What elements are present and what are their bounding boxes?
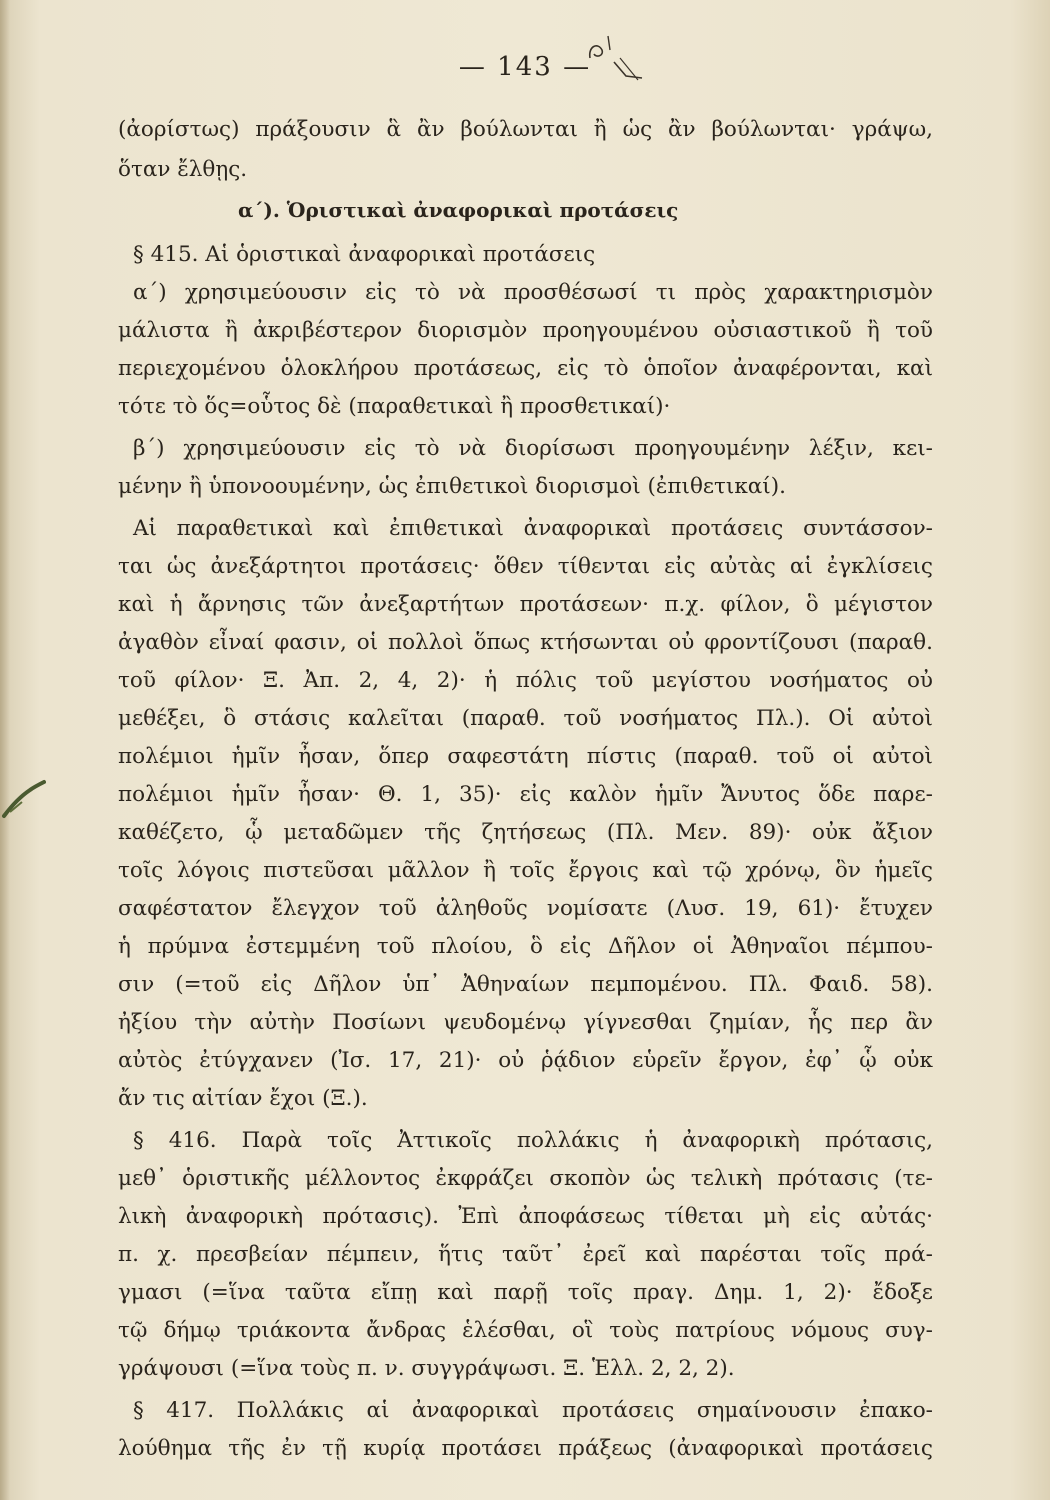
text-line: μάλιστα ἢ ἀκριβέστερον διορισμὸν προηγουμένου οὐσιαστικοῦ ἢ τοῦ (118, 318, 933, 343)
text-line: ἄν τις αἰτίαν ἔχοι (Ξ.). (118, 1086, 368, 1111)
text-line: σαφέστατον ἔλεγχον τοῦ ἀληθοῦς νομίσατε (Λυσ. 19, 61)· ἔτυχεν (118, 896, 933, 921)
text-line: ἠξίου τὴν αὐτὴν Ποσίωνι ψευδομένῳ γίγνεσθαι ζημίαν, ἧς περ ἂν (118, 1010, 933, 1035)
text-line: ἡ πρύμνα ἐστεμμένη τοῦ πλοίου, ὃ εἰς Δῆλον οἱ Ἀθηναῖοι πέμπου- (118, 934, 933, 959)
text-line: μένην ἢ ὑπονοουμένην, ὡς ἐπιθετικοὶ διορισμοὶ (ἐπιθετικαί). (118, 474, 786, 499)
text-line: τῷ δήμῳ τριάκοντα ἄνδρας ἑλέσθαι, οἳ τοὺς πατρίους νόμους συγ- (118, 1318, 933, 1343)
text-line: αὐτὸς ἐτύγχανεν (Ἰσ. 17, 21)· οὐ ῥᾴδιον εὑρεῖν ἔργον, ἐφ᾽ ᾧ οὐκ (118, 1048, 933, 1073)
text-line: πολέμιοι ἡμῖν ἦσαν, ὅπερ σαφεστάτη πίστις (παραθ. τοῦ οἱ αὐτοὶ (118, 744, 933, 769)
page-gutter-shadow (0, 0, 10, 1500)
paragraph-415-start: § 415. Αἱ ὁριστικαὶ ἀναφορικαὶ προτάσεις (133, 242, 596, 267)
text-line: μεθ᾽ ὁριστικῆς μέλλοντος ἐκφράζει σκοπὸν ὡς τελικὴ πρότασις (τε- (118, 1166, 933, 1191)
text-line: ἀγαθὸν εἶναί φασιν, οἱ πολλοὶ ὅπως κτήσωνται οὐ φροντίζουσι (παραθ. (118, 630, 933, 655)
text-line: τότε τὸ ὅς=οὗτος δὲ (παραθετικαὶ ἢ προσθετικαί)· (118, 394, 671, 419)
text-line: σιν (=τοῦ εἰς Δῆλον ὑπ᾽ Ἀθηναίων πεμπομένου. Πλ. Φαιδ. 58). (118, 972, 933, 997)
text-line: γράψουσι (=ἵνα τοὺς π. ν. συγγράψωσι. Ξ. Ἑλλ. 2, 2, 2). (118, 1356, 735, 1381)
text-line: Αἱ παραθετικαὶ καὶ ἐπιθετικαὶ ἀναφορικαὶ προτάσεις συντάσσον- (133, 516, 933, 541)
text-line: ὅταν ἔλθῃς. (118, 157, 248, 182)
paragraph-417-start: § 417. Πολλάκις αἱ ἀναφορικαὶ προτάσεις σημαίνουσιν ἐπακο- (133, 1398, 933, 1423)
text-line: περιεχομένου ὁλοκλήρου προτάσεως, εἰς τὸ ὁποῖον ἀναφέρονται, καὶ (118, 356, 933, 381)
margin-pencil-mark-icon (0, 772, 46, 822)
text-line: λούθημα τῆς ἐν τῇ κυρίᾳ προτάσει πράξεως (ἀναφορικαὶ προτάσεις (118, 1436, 933, 1461)
handwritten-mark (580, 28, 650, 88)
text-line: καὶ ἡ ἄρνησις τῶν ἀνεξαρτήτων προτάσεων· π.χ. φίλον, ὃ μέγιστον (118, 592, 933, 617)
paragraph-416-start: § 416. Παρὰ τοῖς Ἀττικοῖς πολλάκις ἡ ἀναφορικὴ πρότασις, (133, 1128, 933, 1153)
text-line: π. χ. πρεσβείαν πέμπειν, ἥτις ταῦτ᾽ ἐρεῖ καὶ παρέσται τοῖς πρά- (118, 1242, 933, 1267)
page-number: — 143 — (458, 52, 592, 82)
text-line: καθέζετο, ᾧ μεταδῶμεν τῆς ζητήσεως (Πλ. Μεν. 89)· οὐκ ἄξιον (118, 820, 933, 845)
text-line: λικὴ ἀναφορικὴ πρότασις). Ἐπὶ ἀποφάσεως τίθεται μὴ εἰς αὐτάς· (118, 1204, 933, 1229)
text-line: τοῖς λόγοις πιστεῦσαι μᾶλλον ἢ τοῖς ἔργοις καὶ τῷ χρόνῳ, ὃν ἡμεῖς (118, 858, 933, 883)
text-line: μεθέξει, ὃ στάσις καλεῖται (παραθ. τοῦ νοσήματος Πλ.). Οἱ αὐτοὶ (118, 706, 933, 731)
text-line: α΄) χρησιμεύουσιν εἰς τὸ νὰ προσθέσωσί τι πρὸς χαρακτηρισμὸν (133, 280, 933, 305)
text-line: πολέμιοι ἡμῖν ἦσαν· Θ. 1, 35)· εἰς καλὸν ἡμῖν Ἄνυτος ὅδε παρε- (118, 782, 933, 807)
text-line: (ἀορίστως) πράξουσιν ἃ ἂν βούλωνται ἢ ὡς ἂν βούλωνται· γράψω, (118, 117, 933, 142)
text-line: γμασι (=ἵνα ταῦτα εἴπῃ καὶ παρῇ τοῖς πραγ. Δημ. 1, 2)· ἔδοξε (118, 1280, 933, 1305)
text-line: τοῦ φίλον· Ξ. Ἀπ. 2, 4, 2)· ἡ πόλις τοῦ μεγίστου νοσήματος οὐ (118, 668, 933, 693)
section-heading: α΄). Ὁριστικαὶ ἀναφορικαὶ προτάσεις (238, 198, 679, 222)
text-line: β΄) χρησιμεύουσιν εἰς τὸ νὰ διορίσωσι προηγουμένην λέξιν, κει- (133, 436, 933, 461)
text-line: ται ὡς ἀνεξάρτητοι προτάσεις· ὅθεν τίθενται εἰς αὐτὰς αἱ ἐγκλίσεις (118, 554, 933, 579)
